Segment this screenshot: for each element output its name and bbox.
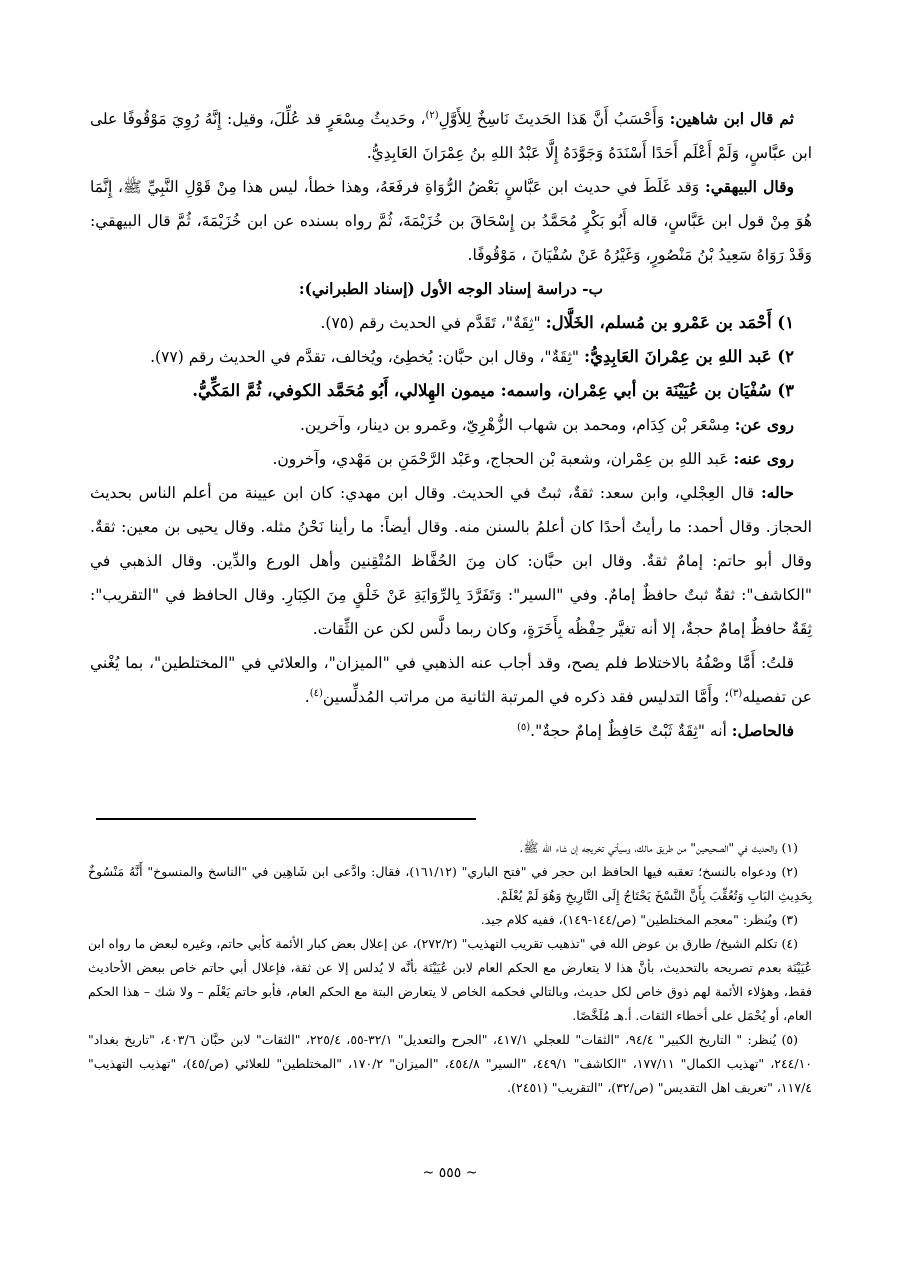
status-paragraph: [90, 476, 812, 646]
qult-text-a: قلتُ: أَمَّا وصْفُهُ بالاختلاط فلم يصح، وقد أجاب عنه الذهبي في "الميزان"، والعلائي في "المختلطين"، بما يُغْني عن تفصيله: [90, 654, 812, 706]
narrator-1-text: "ثِقَةٌ"، تَقَدَّم في الحديث رقم (٧٥).: [320, 314, 541, 332]
qult-end: .: [304, 688, 310, 706]
conclusion-paragraph: [90, 714, 812, 748]
narrated-by-text: عَبد اللهِ بن عِمْران، وشعبة بْن الحجاج، وعَبْد الرَّحْمَنِ بن مَهْدي، وآخرون.: [272, 450, 729, 468]
status-text: قال العِجْلي، وابن سعد: ثقةٌ، ثبتٌ في الحديث. وقال ابن مهدي: كان ابن عيينة من أعلم الناس بحديث الحجاز. وقال أحمد: ما رأيتُ أحدًا كان أعلمُ بالسنن منه. وقال أيضاً: ما رأينا نَحْنُ مثله. وقال يحيى بن معين: ثقةٌ. وقال أبو حاتم: إمامٌ ثقةٌ. وقال ابن حبَّان: كان مِنَ الحُفَّاظ المُتْقِنين وأهل الورع والدِّين. وقال الذهبي في "الكاشف": ثقةٌ ثبتٌ حافظٌ إمامٌ. وفي "السير": وَتَفَرَّدَ بِالرِّوَايَةِ عَنْ خَلْقٍ مِنَ الكِبَارِ. وقال الحافظ في "التقريب": ثِقَةٌ حافظٌ إمامٌ حجةٌ، إلا أنه تغيَّر حِفْظُه بِأَخَرَةٍ، وكان ربما دلَّس لكن عن الثِّقات.: [90, 484, 812, 638]
narrator-2-label: ٢) عَبد اللهِ بن عِمْرانَ العَابِدِيُّ:: [583, 347, 794, 366]
text-ibn-shahin-rest: ، وحَديثُ مِسْعَرٍ قد عُلِّلَ، وقيل: إِنَّهُ رُوِيَ مَوْقُوفًا على ابن عبَّاسٍ، وَلَمْ أَعْلَم أَحَدًا أَسْنَدَهُ وَجَوَّدَهُ إِلَّا عَبْدُ اللهِ بنُ عِمْرَانَ العَابِدِيُّ.: [90, 110, 812, 162]
conclusion-label: فالحاصل:: [731, 721, 794, 740]
paragraph-bayhaqi: [90, 170, 812, 272]
narrator-1-label: ١) أَحْمَد بن عَمْرو بن مُسلم، الخَلَّال:: [545, 313, 794, 332]
footnote-ref-5[interactable]: (٥): [516, 721, 531, 733]
section-heading: ب- دراسة إسناد الوجه الأول (إسناد الطبراني):: [298, 279, 604, 298]
narrator-3: ٣) سُفْيَان بن عُيَيْنَة بن أبي عِمْران، واسمه: ميمون الهِلالي، أَبُو مُحَمَّد الكوفي، ثُمَّ المَكِّيُّ.: [192, 381, 794, 400]
conclusion-text: أنه "ثِقَةٌ ثَبْتٌ حَافِظٌ إمامٌ حجةٌ".: [530, 722, 727, 740]
footnote-2: (٢) ودعواه بالنسخ؛ تعقبه فيها الحافظ ابن حجر في "فتح الباري" (١٦١/١٢)، فقال: وادَّعى ابن شَاهِين في "الناسخ والمنسوخ" أَنَّهُ مَنْسُوخٌ بِحَدِيثِ البَابِ وَتُعُقِّبَ بِأَنَّ النَّسْخَ يَحْتَاجُ إِلَى التَّارِيخِ وَهُوَ لَمْ يُعْلَمْ.: [88, 864, 812, 903]
narrator-1: [90, 306, 812, 340]
label-ibn-shahin: ثم قال ابن شاهين:: [669, 109, 794, 128]
footnote-ref-2[interactable]: (٢): [425, 109, 439, 121]
footnote-4: (٤) تكلم الشيخ/ طارق بن عوض الله في "تذهيب تقريب التهذيب" (٢٧٢/٢)، عن إعلال بعض كبار الأئمة كأبي حاتم، وغيره لبعض ما رواه ابن عُيَيْنَة بعدم تصريحه بالتحديث، بأنَّ هذا لا يتعارض مع الحكم العام لابن عُيَيْنَة بأنَّه لا يُدلس إلا عن ثقة، فإعلال أبي حاتم خاص ببعض الأحاديث فقط، وهؤلاء الأئمة لهم ذوق خاص لكل حديث، وبالتالي فحكمه الخاص لا يتعارض البتة مع الحكم العام، فأبو حاتم يَعْلَم – ولا شك – هذا الحكم العام، أو يُحْمَل على أخطاء الثقات. أ.هـ مُلَخَّصًا.: [88, 936, 812, 1023]
qult-text-b: ؛ وأَمَّا التدليس فقد ذكره في المرتبة الثانية من مراتب المُدلِّسين: [322, 688, 730, 706]
text-ibn-shahin: وَأَحْسَبُ أَنَّ هَذا الحَديثَ نَاسِخٌ لِلأَوَّلِ: [438, 110, 665, 128]
narrated-by-label: روى عنه:: [733, 449, 794, 468]
status-label: حاله:: [760, 483, 794, 502]
footnote-ref-3[interactable]: (٣): [729, 687, 743, 699]
label-bayhaqi: وقال البيهقي:: [704, 177, 794, 196]
text-bayhaqi: وَقد غَلَطَ في حديث ابن عَبَّاسٍ بَعْضُ الرُّوَاةِ فرفَعَهُ، وهذا خطأ، ليس هذا مِنْ قَوْلِ النَّبِيِّ ﷺ، إِنَّمَا هُوَ مِنْ قول ابن عَبَّاسٍ، قاله أَبُو بَكْرٍ مُحَمَّدُ بن إِسْحَاقَ بن خُزَيْمَةَ، ثُمَّ رواه بسنده عن ابن خُزَيْمَةَ، ثُمَّ قال البيهقي: وَقَدْ رَوَاهُ سَعِيدُ بْنُ مَنْصُورٍ، وَغَيْرُهُ عَنْ سُفْيَانَ ، مَوْقُوفًا.: [90, 178, 812, 264]
paragraph-ibn-shahin: [90, 102, 812, 170]
narrated-from-label: روى عن:: [734, 415, 794, 434]
footnote-3: (٣) ويُنظر: "معجم المختلطين" (ص/١٤٤-١٤٩)، ففيه كلام جيد.: [480, 912, 798, 927]
narrated-from: [90, 408, 812, 442]
page-number: ~ ٥٥٥ ~: [422, 1165, 478, 1181]
footnotes: [88, 836, 812, 1100]
narrator-2-text: "ثِقَةٌ"، وقال ابن حبَّان: يُخطِئ، ويُخالف، تقدَّم في الحديث رقم (٧٧).: [150, 348, 580, 366]
footnote-ref-4[interactable]: (٤): [309, 687, 323, 699]
footnote-1: (١) والحديث في "الصحيحين" من طريق مالك، وسيأتي تخريجه إن شاء الله ﷺ.: [519, 840, 798, 855]
footnote-5: (٥) يُنظر: " التاريخ الكبير" ٩٤/٤، "الثقات" للعجلي ٤١٧/١، "الجرح والتعديل" ٣٢/١-٥٥، ٢٢٥/٤، "الثقات" لابن حبَّان ٤٠٣/٦، "تاريخ بغداد" ٢٤٤/١٠، "تهذيب الكمال" ١٧٧/١١، "الكاشف" ٤٤٩/١، "السير" ٤٥٤/٨، "الميزان" ١٧٠/٢، "المختلطين" للعلائي (ص/٤٥)، "تهذيب التهذيب" ١١٧/٤، "تعريف اهل التقديس" (ص/٣٢)، "التقريب" (٢٤٥١).: [88, 1032, 813, 1095]
narrated-by: [90, 442, 812, 476]
qult-paragraph: [90, 646, 812, 714]
narrated-from-text: مِسْعَر بْن كِدَام، ومحمد بن شهاب الزُّهْرِيّ، وعَمرو بن دينار، وآخرين.: [300, 416, 730, 434]
main-text: [90, 102, 812, 748]
footnote-separator: [96, 818, 476, 820]
narrator-2: [90, 340, 812, 374]
